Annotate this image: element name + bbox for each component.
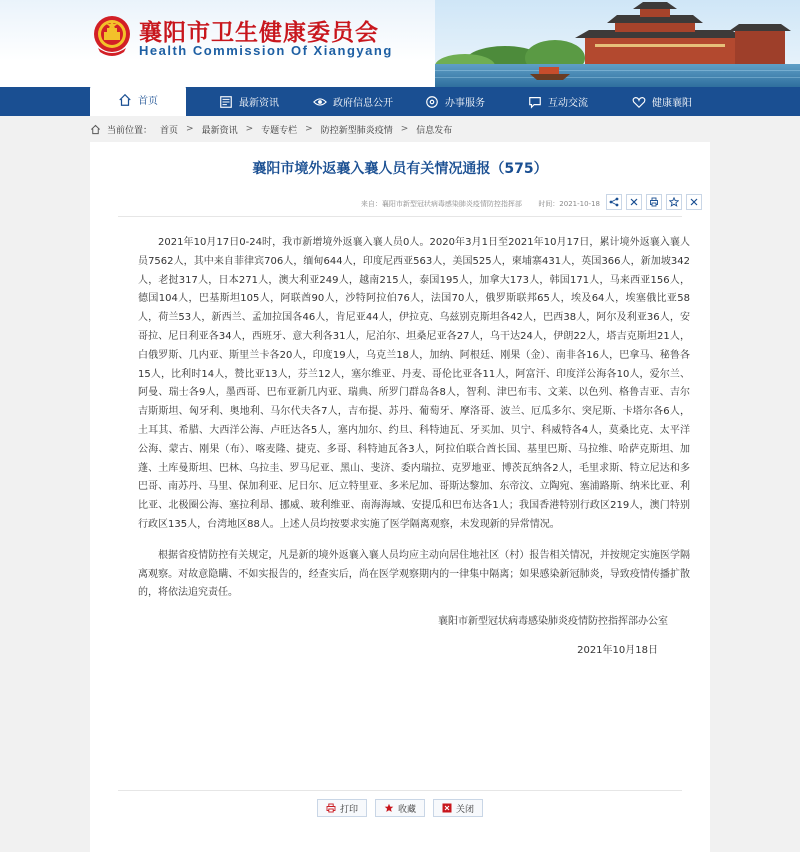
close-icon <box>629 197 639 207</box>
service-icon <box>425 95 439 109</box>
share-icon <box>609 197 619 207</box>
article-date-meta: 时间：2021-10-18 <box>538 200 600 208</box>
breadcrumb-separator: > <box>400 124 409 134</box>
home-icon <box>118 93 132 107</box>
news-icon <box>219 95 233 109</box>
breadcrumb-separator: > <box>305 124 313 134</box>
nav-item-health[interactable] <box>632 87 692 116</box>
breadcrumb-separator: > <box>245 124 254 134</box>
eye-icon <box>313 95 327 109</box>
nav-label: 政府信息公开 <box>333 98 393 109</box>
nav-item-home[interactable] <box>90 83 186 116</box>
main-nav <box>0 87 800 116</box>
article-signature: 襄阳市新型冠状病毒感染肺炎疫情防控指挥部办公室 <box>438 616 668 628</box>
close-button[interactable] <box>433 799 483 817</box>
site-subtitle: Health Commission Of Xiangyang <box>139 43 393 58</box>
nav-label: 健康襄阳 <box>652 98 692 109</box>
article-meta <box>90 199 600 209</box>
article-source: 来自：襄阳市新型冠状病毒感染肺炎疫情防控指挥部 <box>360 200 522 208</box>
nav-item-interaction[interactable] <box>528 87 588 116</box>
home-icon <box>90 124 101 135</box>
nav-label: 互动交流 <box>548 98 588 109</box>
weibo-share-button[interactable] <box>626 194 642 210</box>
favorite-button[interactable] <box>375 799 425 817</box>
close-label: 关闭 <box>456 804 475 815</box>
close-small-button[interactable] <box>686 194 702 210</box>
star-icon <box>384 803 394 813</box>
article-body <box>138 234 690 661</box>
national-emblem-icon <box>92 14 132 58</box>
chat-icon <box>528 95 542 109</box>
nav-label: 办事服务 <box>445 98 485 109</box>
breadcrumb-release[interactable]: 信息发布 <box>416 125 453 136</box>
site-header <box>0 0 800 87</box>
print-icon <box>326 803 336 813</box>
article-title: 襄阳市境外返襄入襄人员有关情况通报（575） <box>252 161 548 177</box>
breadcrumb-topics[interactable]: 专题专栏 <box>261 125 298 136</box>
star-icon <box>669 197 679 207</box>
close-icon <box>442 803 452 813</box>
nav-label: 首页 <box>138 96 158 107</box>
breadcrumb-home[interactable]: 首页 <box>160 125 179 136</box>
breadcrumb-news[interactable]: 最新资讯 <box>201 125 238 136</box>
breadcrumb-separator: > <box>186 124 194 134</box>
city-scene-banner <box>435 0 800 87</box>
article-actions <box>90 799 710 817</box>
favorite-label: 收藏 <box>397 804 416 815</box>
article-paragraph: 根据省疫情防控有关规定，凡是新的境外返襄入襄人员均应主动向居住地社区（村）报告相关情况，并按规定实施医学隔离观察。对故意隐瞒、不如实报告的，经查实后，尚在医学观察期内的一律集中隔离；如果感染新冠肺炎，导致疫情传播扩散的，将依法追究责任。 <box>138 549 690 599</box>
article-panel <box>90 142 710 852</box>
site-title: 襄阳市卫生健康委员会 <box>139 20 379 46</box>
breadcrumb-prefix: 当前位置： <box>107 125 153 136</box>
article-paragraph: 2021年10月17日0-24时，我市新增境外返襄入襄人员0人。2020年3月1日至2021年10月17日，累计境外返襄入襄人员7562人，其中来自菲律宾706人，缅甸644人，印度尼西亚563人，美国525人，柬埔寨431人，英国366人，新加坡342人，老挝317人，日本271人，澳大利亚249人，越南215人，泰国195人，加拿大173人，韩国171人，马来西亚156人，德国104人，巴基斯坦105人，阿联酋90人，沙特阿拉伯76人，法国70人，俄罗斯联邦65人，埃及64人，埃塞俄比亚58人，荷兰53人，新西兰、孟加拉国各46人，肯尼亚44人，伊拉克、乌兹别克斯坦各42人，巴西38人，阿尔及利亚36人，安哥拉、尼日利亚各34人，西班牙、意大利各31人，尼泊尔、坦桑尼亚各27人，乌干达24人，伊朗22人，塔吉克斯坦21人，白俄罗斯、几内亚、斯里兰卡各20人，印度19人，乌克兰18人，加纳、阿根廷、刚果（金）、南非各16人，巴拿马、秘鲁各15人，比利时14人，赞比亚13人，芬兰12人，塞尔维亚、丹麦、哥伦比亚各11人，阿富汗、印度洋公海各10人，爱尔兰、阿曼、瑞士各9人，墨西哥、巴布亚新几内亚、瑞典、所罗门群岛各8人，智利、津巴布韦、文莱、以色列、格鲁吉亚、吉尔吉斯斯坦、匈牙利、奥地利、马尔代夫各7人，吉布提、苏丹、葡萄牙、摩洛哥、波兰、厄瓜多尔、突尼斯、卡塔尔各6人，土耳其、希腊、大西洋公海、卢旺达各5人，塞内加尔、约旦、科特迪瓦、牙买加、贝宁、科威特各4人，莫桑比克、太平洋公海、蒙古、刚果（布）、喀麦隆、捷克、多哥、科特迪瓦各3人，阿拉伯联合酋长国、基里巴斯、马拉维、哈萨克斯坦、加蓬、土库曼斯坦、巴林、乌拉圭、罗马尼亚、黑山、斐济、委内瑞拉、克罗地亚、博茨瓦纳各2人，毛里求斯、特立尼达和多巴哥、南苏丹、马里、保加利亚、尼日尔、厄立特里亚、多米尼加、哥斯达黎加、东帝汶、立陶宛、塞浦路斯、纳米比亚、利比亚、北极圈公海、塞拉利昂、挪威、玻利维亚、南海海域、安提瓜和巴布达各1人；我国香港特别行政区219人，澳门特别行政区135人，台湾地区88人。上述人员均按要求实施了医学隔离观察，未发现新的异常情况。 <box>138 237 690 530</box>
divider <box>118 216 682 217</box>
print-label: 打印 <box>339 804 358 815</box>
print-button[interactable] <box>317 799 367 817</box>
share-toolbar <box>606 194 702 210</box>
breadcrumb-epidemic[interactable]: 防控新型肺炎疫情 <box>320 125 393 136</box>
divider <box>118 790 682 791</box>
heart-icon <box>632 95 646 109</box>
nav-item-news[interactable] <box>219 87 279 116</box>
print-small-icon <box>649 197 659 207</box>
share-button[interactable] <box>606 194 622 210</box>
favorite-small-button[interactable] <box>666 194 682 210</box>
close-icon <box>689 197 699 207</box>
print-small-button[interactable] <box>646 194 662 210</box>
breadcrumb <box>90 121 452 137</box>
nav-label: 最新资讯 <box>239 98 279 109</box>
article-date: 2021年10月18日 <box>577 644 658 656</box>
nav-item-gov-info[interactable] <box>313 87 393 116</box>
nav-item-service[interactable] <box>425 87 485 116</box>
